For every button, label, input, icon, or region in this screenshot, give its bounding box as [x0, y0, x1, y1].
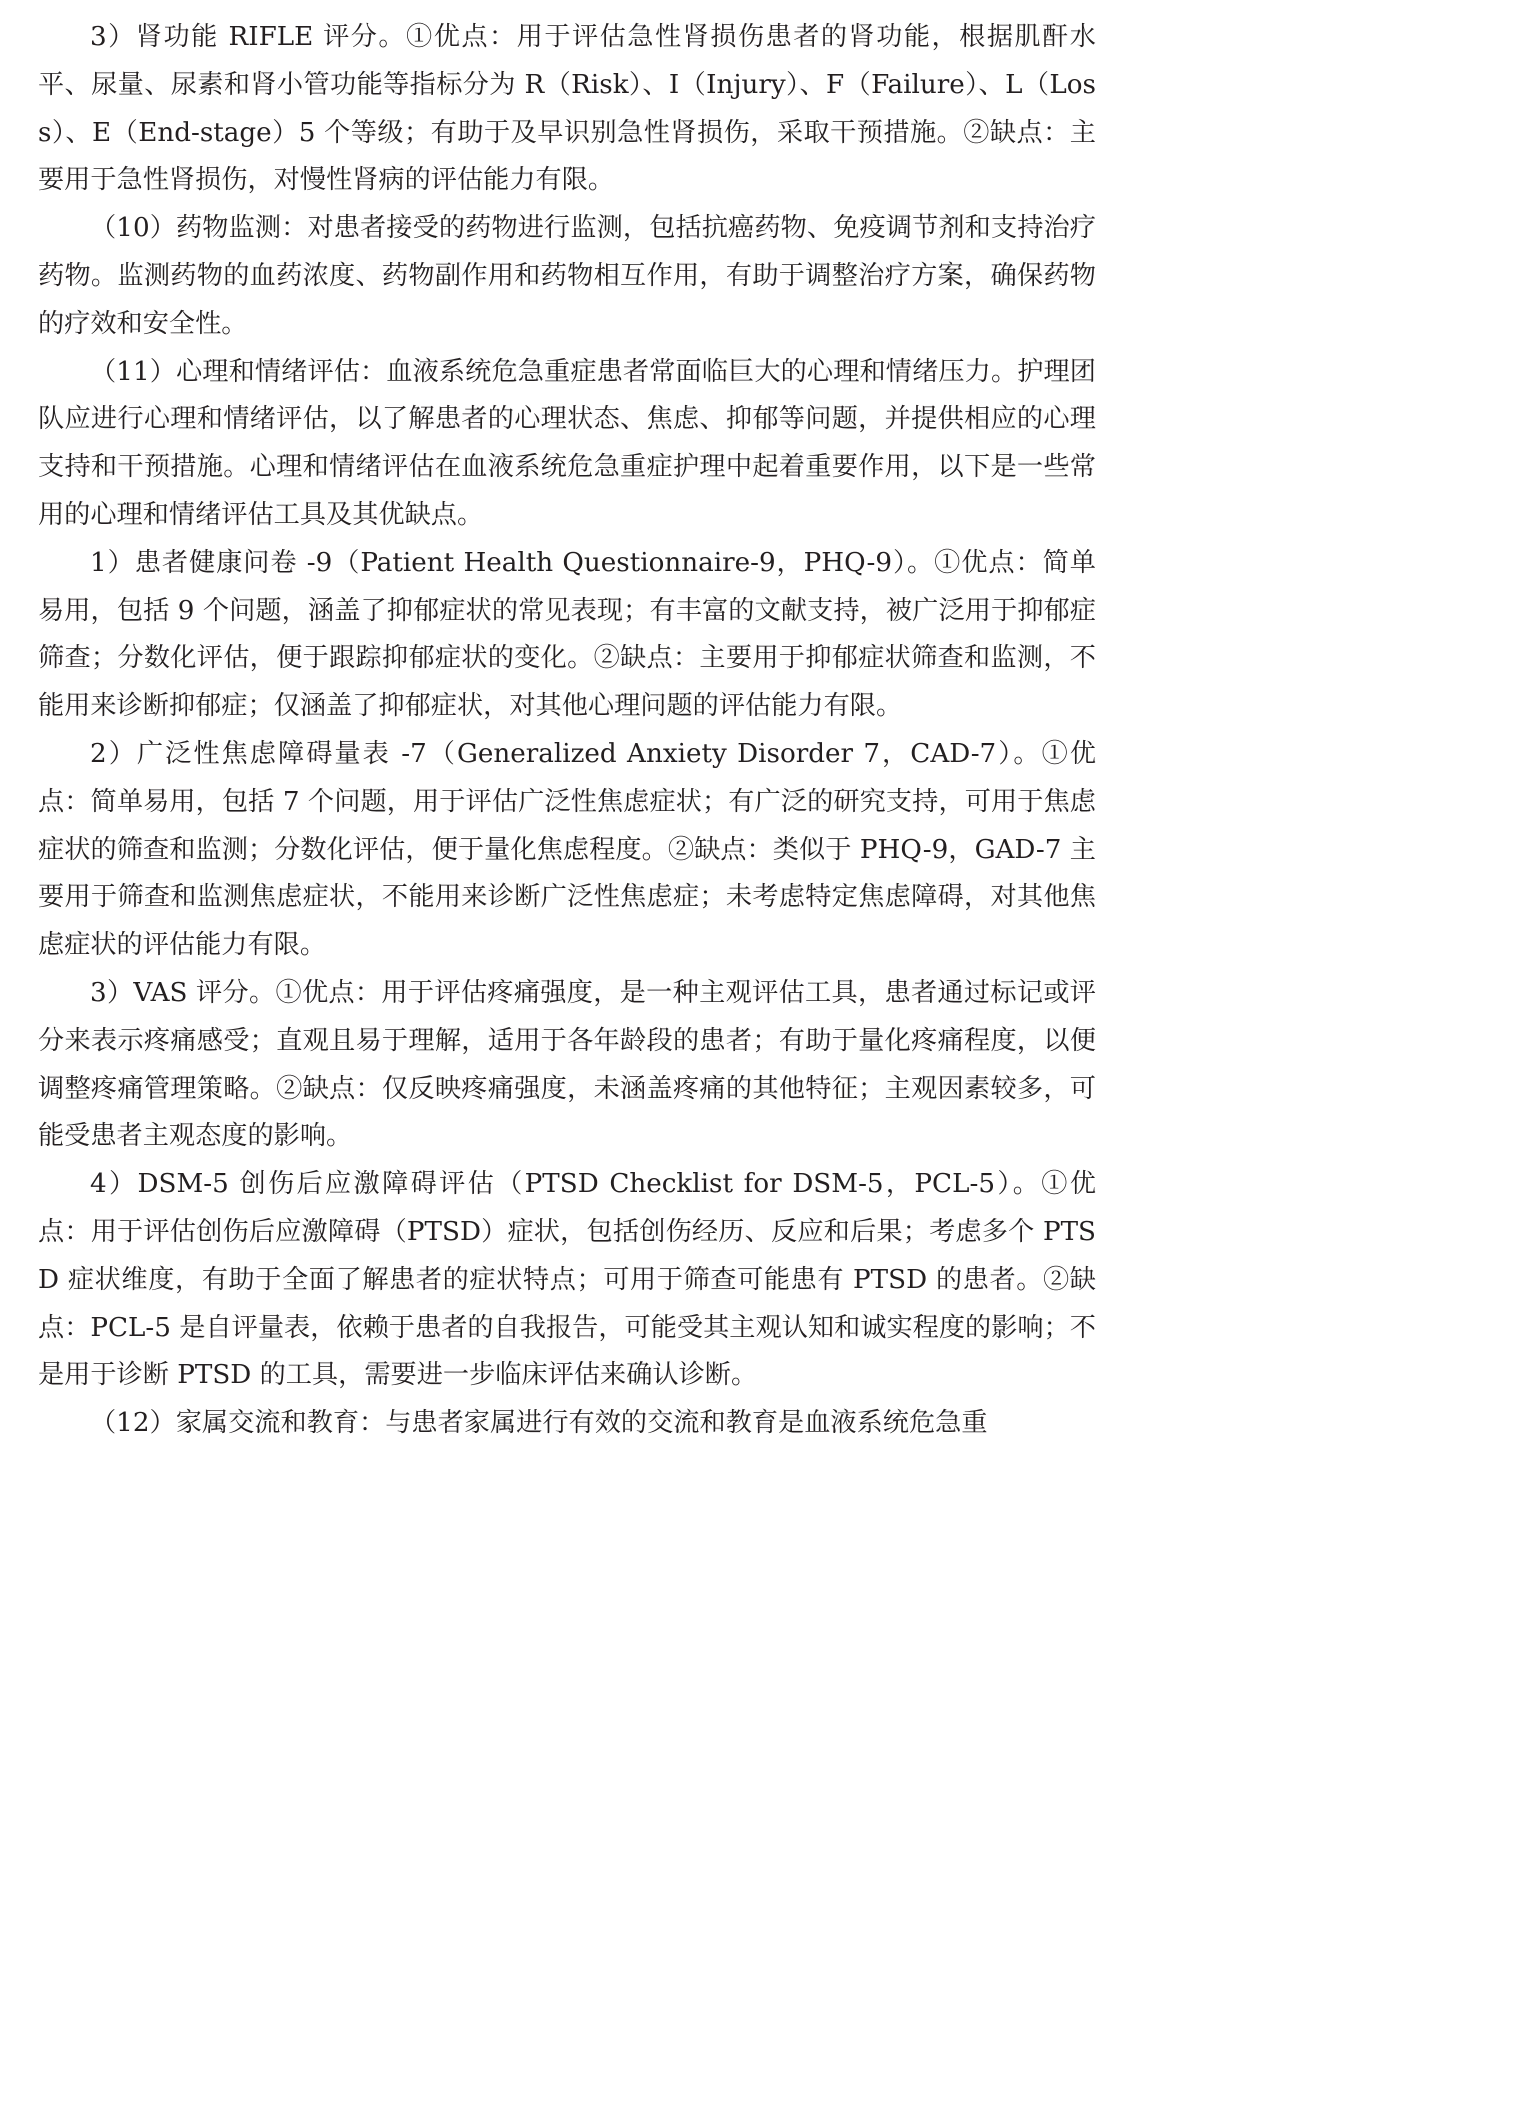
- paragraph-gad7: 2）广泛性焦虑障碍量表 -7（Generalized Anxiety Disorder 7，CAD-7）。①优点：简单易用，包括 7 个问题，用于评估广泛性焦虑症状；有广泛的研究支持，可用于焦虑症状的筛查和监测；分数化评估，便于量化焦虑程度。②缺点：类似于 PHQ-9，GAD-7 主要用于筛查和监测焦虑症状，不能用来诊断广泛性焦虑症；未考虑特定焦虑障碍，对其他焦虑症状的评估能力有限。: [38, 738, 1096, 961]
- paragraph-family-communication: （12）家属交流和教育：与患者家属进行有效的交流和教育是血液系统危急重: [90, 1408, 988, 1439]
- paragraph-pcl5: 4）DSM-5 创伤后应激障碍评估（PTSD Checklist for DSM-5，PCL-5）。①优点：用于评估创伤后应激障碍（PTSD）症状，包括创伤经历、反应和后果；考虑多个 PTSD 症状维度，有助于全面了解患者的症状特点；可用于筛查可能患有 PTSD 的患者。②缺点：PCL-5 是自评量表，依赖于患者的自我报告，可能受其主观认知和诚实程度的影响；不是用于诊断 PTSD 的工具，需要进一步临床评估来确认诊断。: [38, 1169, 1096, 1391]
- document-page: [38, 14, 1096, 1448]
- paragraph-vas-score: 3）VAS 评分。①优点：用于评估疼痛强度，是一种主观评估工具，患者通过标记或评分来表示疼痛感受；直观且易于理解，适用于各年龄段的患者；有助于量化疼痛程度，以便调整疼痛管理策略。②缺点：仅反映疼痛强度，未涵盖疼痛的其他特征；主观因素较多，可能受患者主观态度的影响。: [38, 977, 1096, 1152]
- paragraph-drug-monitoring: （10）药物监测：对患者接受的药物进行监测，包括抗癌药物、免疫调节剂和支持治疗药物。监测药物的血药浓度、药物副作用和药物相互作用，有助于调整治疗方案，确保药物的疗效和安全性。: [38, 213, 1096, 339]
- paragraph-rifle-score: 3）肾功能 RIFLE 评分。①优点：用于评估急性肾损伤患者的肾功能，根据肌酐水平、尿量、尿素和肾小管功能等指标分为 R（Risk）、I（Injury）、F（Failure）、L（Loss）、E（End-stage）5 个等级；有助于及早识别急性肾损伤，采取干预措施。②缺点：主要用于急性肾损伤，对慢性肾病的评估能力有限。: [38, 22, 1096, 196]
- paragraph-psych-emotion-assessment: （11）心理和情绪评估：血液系统危急重症患者常面临巨大的心理和情绪压力。护理团队应进行心理和情绪评估，以了解患者的心理状态、焦虑、抑郁等问题，并提供相应的心理支持和干预措施。心理和情绪评估在血液系统危急重症护理中起着重要作用，以下是一些常用的心理和情绪评估工具及其优缺点。: [38, 356, 1096, 530]
- paragraph-phq9: 1）患者健康问卷 -9（Patient Health Questionnaire-9，PHQ-9）。①优点：简单易用，包括 9 个问题，涵盖了抑郁症状的常见表现；有丰富的文献支持，被广泛用于抑郁症筛查；分数化评估，便于跟踪抑郁症状的变化。②缺点：主要用于抑郁症状筛查和监测，不能用来诊断抑郁症；仅涵盖了抑郁症状，对其他心理问题的评估能力有限。: [38, 547, 1096, 722]
